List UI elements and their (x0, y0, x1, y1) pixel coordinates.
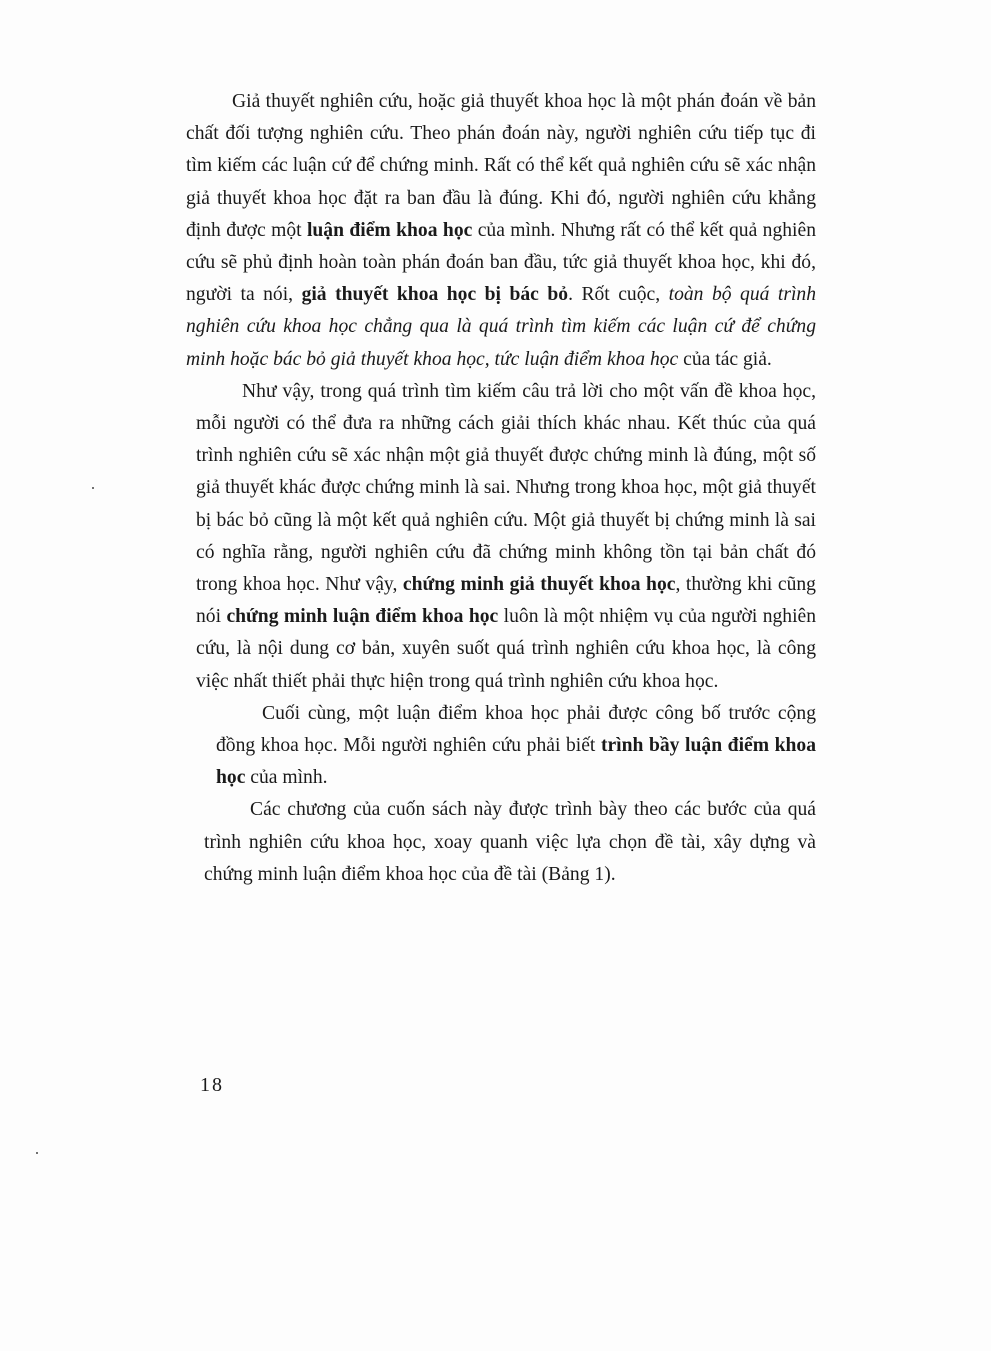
bold-term: trình bầy luận điểm khoa học (216, 735, 816, 789)
text-run: của tác giả. (678, 348, 772, 370)
text-run: Cuối cùng, một luận điểm khoa học phải được công bố trước cộng đồng khoa học. Mỗi người nghiên cứu phải biết (216, 702, 816, 757)
bold-term: giả thuyết khoa học bị bác bỏ (301, 284, 569, 306)
text-run: Các chương của cuốn sách này được trình bày theo các bước của quá trình nghiên cứu khoa học, xoay quanh việc lựa chọn đề tài, xây dựng và chứng minh luận điểm khoa học của đề tài (Bảng 1). (204, 799, 816, 885)
paragraph (186, 794, 816, 891)
scan-speck (36, 1152, 38, 1154)
scan-speck (92, 487, 94, 489)
text-run: . Rốt cuộc, (568, 284, 669, 306)
text-run: của mình. Nhưng rất có thể kết quả nghiên cứu sẽ phủ định hoàn toàn phán đoán ban đầu, tức giả thuyết khoa học, khi đó, người ta nói, (186, 219, 816, 306)
text-run: Giả thuyết nghiên cứu, hoặc giả thuyết khoa học là một phán đoán về bản chất đối tượng nghiên cứu. Theo phán đoán này, người nghiên cứu tiếp tục đi tìm kiếm các luận cứ để chứng minh. Rất có thể kết quả nghiên cứu sẽ xác nhận giả thuyết khoa học đặt ra ban đầu là đúng. Khi đó, người nghiên cứu khẳng định được một (186, 91, 816, 241)
bold-term: chứng minh luận điểm khoa học (226, 606, 499, 628)
text-run: , thường khi cũng nói (196, 574, 816, 628)
text-run: Như vậy, trong quá trình tìm kiếm câu trả lời cho một vấn đề khoa học, mỗi người có thể đưa ra những cách giải thích khác nhau. Kết thúc của quá trình nghiên cứu sẽ xác nhận một giả thuyết được chứng minh là đúng, một số giả thuyết khác được chứng minh là sai. Nhưng trong khoa học, một giả thuyết bị bác bỏ cũng là một kết quả nghiên cứu. Một giả thuyết bị chứng minh là sai có nghĩa rằng, người nghiên cứu đã chứng minh không tồn tại bản chất đó trong khoa học. Như vậy, (196, 380, 816, 596)
italic-phrase: toàn bộ quá trình nghiên cứu khoa học chẳng qua là quá trình tìm kiếm các luận cứ để chứng minh hoặc bác bỏ giả thuyết khoa học, tức luận điểm khoa học (186, 284, 817, 370)
body-text (186, 86, 816, 891)
paragraph (186, 698, 816, 795)
text-run: luôn là một nhiệm vụ của người nghiên cứu, là nội dung cơ bản, xuyên suốt quá trình nghiên cứu khoa học, là công việc nhất thiết phải thực hiện trong quá trình nghiên cứu khoa học. (196, 606, 817, 692)
page-number: 18 (200, 1074, 224, 1096)
bold-term: luận điểm khoa học (306, 219, 473, 241)
text-run: của mình. (245, 767, 328, 789)
paragraph (186, 376, 816, 698)
bold-term: chứng minh giả thuyết khoa học (402, 574, 676, 596)
paragraph (186, 86, 816, 376)
